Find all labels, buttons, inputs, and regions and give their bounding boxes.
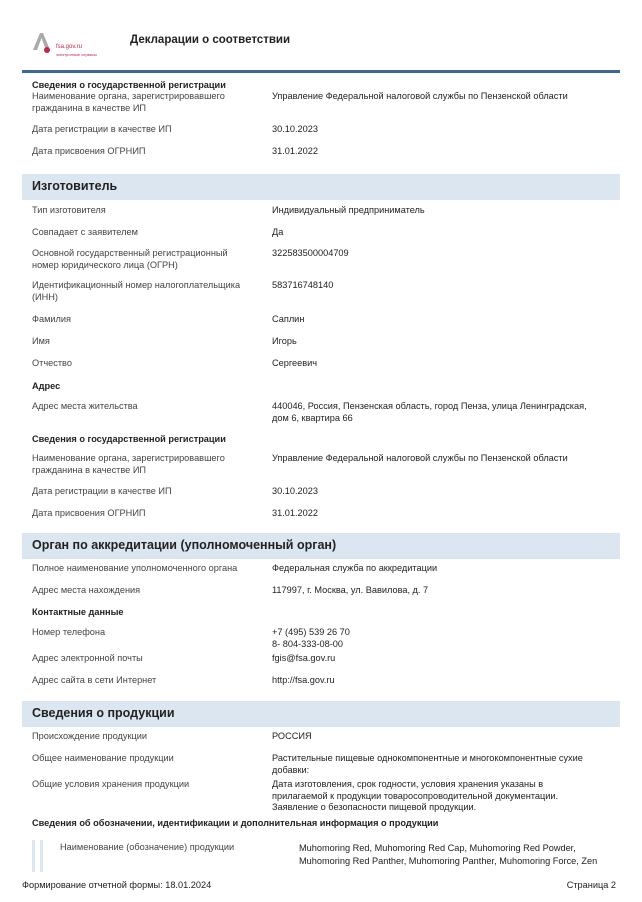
label-line: (ИНН)	[32, 291, 58, 302]
section-product	[22, 701, 620, 727]
common-name-label: Общее наименование продукции	[32, 753, 174, 763]
value-line: 440046, Россия, Пензенская область, город Пенза, улица Ленинградская,	[272, 401, 587, 411]
maker-ogrnip-date-label: Дата присвоения ОГРНИП	[32, 508, 146, 518]
origin-value: РОССИЯ	[272, 731, 312, 741]
phone-label: Номер телефона	[32, 627, 106, 637]
logo-site-text: fsa.gov.ru	[56, 44, 82, 50]
phone-row	[22, 627, 620, 653]
reg-date-value: 30.10.2023	[272, 124, 318, 134]
value-line: добавки:	[272, 764, 310, 775]
site-label: Адрес сайта в сети Интернет	[32, 675, 157, 685]
inn-label	[32, 280, 260, 303]
email-value: fgis@fsa.gov.ru	[272, 653, 336, 663]
reg-date-row	[22, 124, 620, 146]
page-title: Декларации о соответствии	[130, 34, 291, 46]
reg-organ-label	[32, 91, 260, 114]
maker-organ-row	[22, 453, 620, 486]
report-formed-date: Формирование отчетной формы: 18.01.2024	[22, 880, 212, 890]
fsa-logo	[30, 30, 110, 60]
common-name-value	[272, 753, 620, 776]
maker-ogrnip-date-row	[22, 508, 620, 528]
common-name-row	[22, 753, 620, 779]
phone-line: 8- 804-333-08-00	[272, 638, 343, 649]
address-label: Адрес места жительства	[32, 401, 138, 411]
reg-organ-value: Управление Федеральной налоговой службы по Пензенской области	[272, 91, 568, 101]
surname-value: Саплин	[272, 314, 305, 324]
origin-row	[22, 731, 620, 753]
ogrnip-date-label: Дата присвоения ОГРНИП	[32, 146, 146, 156]
inn-value: 583716748140	[272, 280, 334, 290]
page-number: Страница 2	[566, 880, 616, 890]
name-row	[22, 336, 620, 358]
accr-fullname-label: Полное наименование уполномоченного органа	[32, 563, 238, 573]
ident-heading: Сведения об обозначении, идентификации и дополнительная информация о продукции	[32, 818, 439, 828]
label-line: Основной государственный регистрационный	[32, 248, 228, 258]
page-footer	[22, 880, 620, 894]
surname-row	[22, 314, 620, 336]
phone-value	[272, 627, 620, 650]
label-line: Наименование органа, зарегистрировавшего	[32, 91, 225, 101]
storage-row	[22, 779, 620, 817]
ogrn-label	[32, 248, 260, 271]
accr-location-label: Адрес места нахождения	[32, 585, 141, 595]
patronymic-row	[22, 358, 620, 380]
name-label: Имя	[32, 336, 50, 346]
same-as-applicant-label: Совпадает с заявителем	[32, 227, 138, 237]
reg-date-label: Дата регистрации в качестве ИП	[32, 124, 172, 134]
section-title: Изготовитель	[32, 179, 118, 193]
ogrnip-date-value: 31.01.2022	[272, 146, 318, 156]
maker-reg-date-label: Дата регистрации в качестве ИП	[32, 486, 172, 496]
section-accreditation	[22, 533, 620, 559]
patronymic-label: Отчество	[32, 358, 72, 368]
storage-value	[272, 779, 620, 814]
email-label: Адрес электронной почты	[32, 653, 143, 663]
surname-label: Фамилия	[32, 314, 72, 324]
patronymic-value: Сергеевич	[272, 358, 318, 368]
accr-location-row	[22, 585, 620, 606]
accr-location-value: 117997, г. Москва, ул. Вавилова, д. 7	[272, 585, 429, 595]
value-line: Muhomoring Red, Muhomoring Red Cap, Muhomoring Red Powder,	[299, 843, 576, 853]
value-line: Дата изготовления, срок годности, условия хранения указаны в	[272, 779, 544, 789]
maker-organ-label	[32, 453, 260, 476]
address-value	[272, 401, 620, 424]
accr-fullname-value: Федеральная служба по аккредитации	[272, 563, 438, 573]
contacts-heading: Контактные данные	[32, 607, 124, 617]
site-row	[22, 675, 620, 695]
section-title: Орган по аккредитации (уполномоченный орган)	[32, 538, 337, 552]
maker-type-value: Индивидуальный предприниматель	[272, 205, 425, 215]
designation-value	[299, 842, 642, 868]
logo-tagline: электронные сервисы	[56, 52, 97, 57]
header-divider	[22, 70, 620, 73]
label-line: Наименование органа, зарегистрировавшего	[32, 453, 225, 463]
site-value: http://fsa.gov.ru	[272, 675, 335, 685]
accr-fullname-row	[22, 563, 620, 585]
email-row	[22, 653, 620, 675]
ogrn-value: 322583500004709	[272, 248, 349, 258]
maker-type-row	[22, 205, 620, 227]
ogrnip-date-row	[22, 146, 620, 168]
indent-bar	[40, 840, 43, 872]
maker-ogrnip-date-value: 31.01.2022	[272, 508, 318, 518]
value-line: Растительные пищевые однокомпонентные и многокомпонентные сухие	[272, 753, 583, 763]
address-row	[22, 401, 620, 433]
ogrn-row	[22, 248, 620, 280]
maker-type-label: Тип изготовителя	[32, 205, 106, 215]
section-manufacturer	[22, 174, 620, 200]
indent-bar	[32, 840, 35, 872]
value-line: Заявление о безопасности пищевой продукции.	[272, 802, 477, 812]
phone-line: +7 (495) 539 26 70	[272, 627, 350, 637]
fsa-logo-icon	[30, 30, 52, 54]
name-value: Игорь	[272, 336, 297, 346]
reg-heading: Сведения о государственной регистрации	[32, 80, 226, 90]
page-header	[0, 0, 642, 74]
inn-row	[22, 280, 620, 314]
section-title: Сведения о продукции	[32, 706, 175, 720]
origin-label: Происхождение продукции	[32, 731, 148, 741]
label-line: гражданина в качестве ИП	[32, 102, 147, 113]
designation-block	[22, 838, 642, 872]
maker-reg-date-row	[22, 486, 620, 508]
value-line: дом 6, квартира 66	[272, 412, 353, 423]
label-line: гражданина в качестве ИП	[32, 464, 147, 475]
label-line: номер юридического лица (ОГРН)	[32, 259, 178, 270]
reg-organ-row	[22, 91, 620, 124]
storage-label: Общие условия хранения продукции	[32, 779, 190, 789]
same-as-applicant-row	[22, 227, 620, 248]
maker-reg-date-value: 30.10.2023	[272, 486, 318, 496]
label-line: Идентификационный номер налогоплательщика	[32, 280, 241, 290]
designation-label: Наименование (обозначение) продукции	[60, 842, 235, 852]
maker-organ-value: Управление Федеральной налоговой службы по Пензенской области	[272, 453, 568, 463]
declaration-content	[22, 74, 620, 829]
value-line: Muhomoring Red Panther, Muhomoring Panther, Muhomoring Force, Zen	[299, 856, 598, 866]
value-line: прилагаемой к продукции товаросопроводительной документации.	[272, 790, 559, 801]
same-as-applicant-value: Да	[272, 227, 284, 237]
maker-reg-heading: Сведения о государственной регистрации	[32, 434, 226, 444]
address-heading: Адрес	[32, 381, 61, 391]
